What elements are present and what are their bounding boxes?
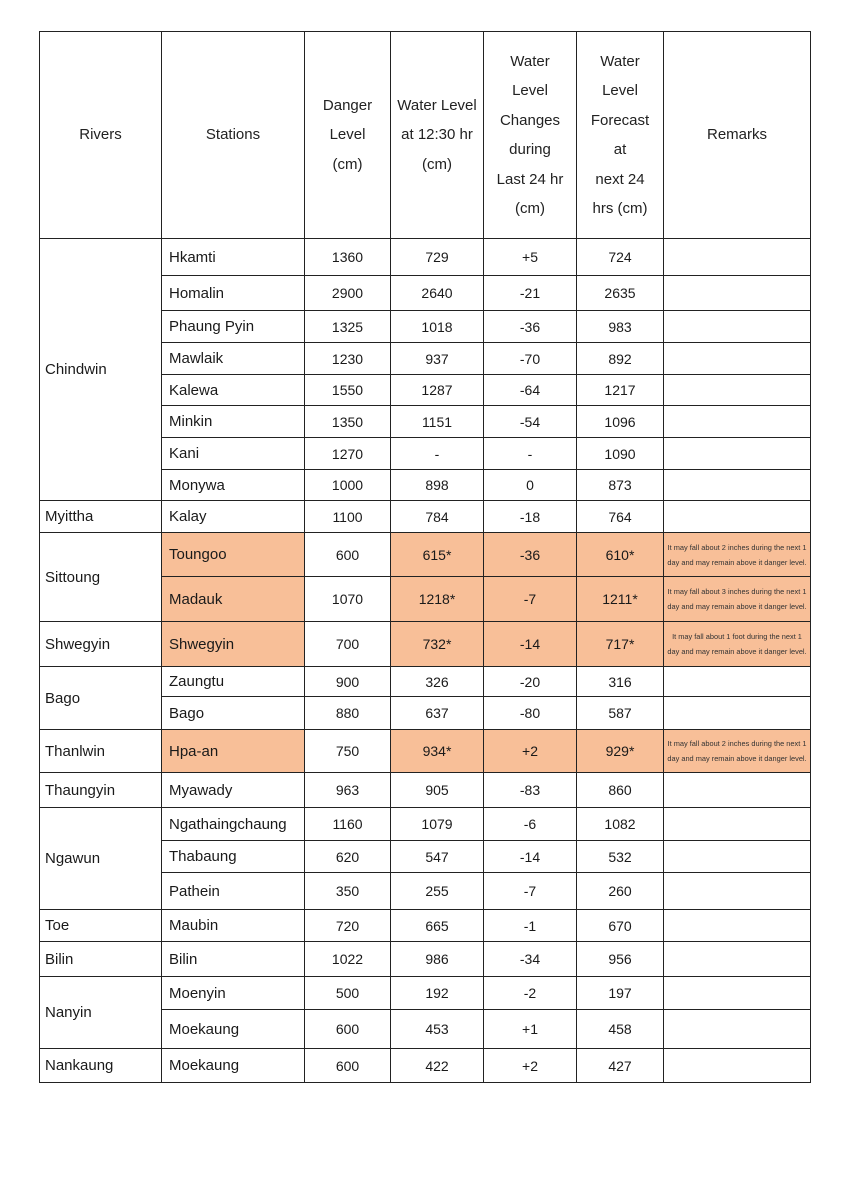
remarks-cell (664, 873, 811, 910)
river-cell: Thaungyin (40, 773, 162, 808)
station-cell: Hkamti (162, 239, 305, 276)
water-level-change-cell: -14 (484, 622, 577, 667)
header-row (40, 32, 811, 239)
station-cell: Bago (162, 697, 305, 730)
remarks-cell (664, 697, 811, 730)
remarks-cell (664, 501, 811, 533)
header-water-level-changes (484, 32, 577, 239)
river-cell: Shwegyin (40, 622, 162, 667)
river-cell: Bago (40, 667, 162, 730)
remarks-cell (664, 438, 811, 470)
table-body (40, 239, 811, 1083)
water-level-cell: 729 (391, 239, 484, 276)
remarks-cell (664, 910, 811, 942)
header-line: next 24 (595, 170, 645, 188)
water-level-cell: 665 (391, 910, 484, 942)
header-line: Remarks (706, 126, 767, 144)
water-level-cell: 255 (391, 873, 484, 910)
station-cell: Minkin (162, 406, 305, 438)
river-cell: Sittoung (40, 533, 162, 622)
water-level-forecast-cell: 458 (577, 1010, 664, 1049)
header-line: hrs (cm) (592, 200, 648, 217)
water-level-change-cell: +2 (484, 730, 577, 773)
station-cell: Phaung Pyin (162, 311, 305, 343)
water-level-cell: 1151 (391, 406, 484, 438)
remarks-cell (664, 1010, 811, 1049)
water-level-cell: 453 (391, 1010, 484, 1049)
water-level-change-cell: -18 (484, 501, 577, 533)
water-level-change-cell: -34 (484, 942, 577, 977)
remarks-cell (664, 977, 811, 1010)
danger-level-cell: 1000 (305, 470, 391, 501)
remarks-cell: It may fall about 3 inches during the next 1 day and may remain above it danger level. (664, 577, 811, 622)
header-line: Water (510, 52, 550, 70)
water-level-change-cell: -1 (484, 910, 577, 942)
water-level-table (39, 31, 811, 1083)
water-level-change-cell: -36 (484, 311, 577, 343)
header-remarks (664, 32, 811, 239)
station-cell: Pathein (162, 873, 305, 910)
danger-level-cell: 1230 (305, 343, 391, 375)
water-level-cell: 615* (391, 533, 484, 577)
table-row (40, 773, 811, 808)
remarks-cell (664, 808, 811, 841)
water-level-cell: 905 (391, 773, 484, 808)
water-level-cell: 898 (391, 470, 484, 501)
water-level-cell: 784 (391, 501, 484, 533)
danger-level-cell: 600 (305, 533, 391, 577)
water-level-change-cell: -36 (484, 533, 577, 577)
water-level-change-cell: -20 (484, 667, 577, 697)
station-cell: Thabaung (162, 841, 305, 873)
water-level-forecast-cell: 532 (577, 841, 664, 873)
header-line: Level (329, 126, 366, 144)
water-level-cell: 934* (391, 730, 484, 773)
remarks-cell (664, 841, 811, 873)
water-level-forecast-cell: 610* (577, 533, 664, 577)
remarks-cell (664, 311, 811, 343)
station-cell: Moekaung (162, 1049, 305, 1083)
water-level-cell: 732* (391, 622, 484, 667)
remarks-cell (664, 375, 811, 406)
water-level-change-cell: -83 (484, 773, 577, 808)
remarks-cell (664, 406, 811, 438)
remarks-cell (664, 343, 811, 375)
water-level-cell: 1287 (391, 375, 484, 406)
water-level-forecast-cell: 983 (577, 311, 664, 343)
water-level-forecast-cell: 860 (577, 773, 664, 808)
station-cell: Madauk (162, 577, 305, 622)
water-level-cell: 937 (391, 343, 484, 375)
water-level-forecast-cell: 670 (577, 910, 664, 942)
water-level-cell: 326 (391, 667, 484, 697)
header-line: Last 24 hr (496, 170, 564, 188)
header-line: (cm) (515, 200, 545, 217)
header-water-level (391, 32, 484, 239)
water-level-forecast-cell: 1211* (577, 577, 664, 622)
header-line: at (613, 141, 627, 158)
water-level-forecast-cell: 956 (577, 942, 664, 977)
table-row (40, 977, 811, 1010)
water-level-cell: 1218* (391, 577, 484, 622)
table-row (40, 533, 811, 577)
river-cell: Chindwin (40, 239, 162, 501)
station-cell: Myawady (162, 773, 305, 808)
water-level-forecast-cell: 587 (577, 697, 664, 730)
header-line: during (509, 141, 551, 158)
water-level-change-cell: -14 (484, 841, 577, 873)
table-row (40, 942, 811, 977)
station-cell: Bilin (162, 942, 305, 977)
water-level-forecast-cell: 427 (577, 1049, 664, 1083)
remarks-cell: It may fall about 1 foot during the next 1 day and may remain above it danger level. (664, 622, 811, 667)
station-cell: Ngathaingchaung (162, 808, 305, 841)
header-line: Level (602, 82, 638, 99)
water-level-cell: 1079 (391, 808, 484, 841)
danger-level-cell: 620 (305, 841, 391, 873)
water-level-forecast-cell: 1090 (577, 438, 664, 470)
table-row (40, 910, 811, 942)
water-level-change-cell: 0 (484, 470, 577, 501)
remarks-cell (664, 667, 811, 697)
water-level-change-cell: +2 (484, 1049, 577, 1083)
water-level-change-cell: -64 (484, 375, 577, 406)
station-cell: Mawlaik (162, 343, 305, 375)
header-line: (cm) (332, 155, 363, 173)
header-line: Changes (499, 111, 561, 129)
water-level-cell: 547 (391, 841, 484, 873)
water-level-change-cell: -54 (484, 406, 577, 438)
header-line: Danger (322, 96, 373, 114)
station-cell: Moekaung (162, 1010, 305, 1049)
water-level-forecast-cell: 260 (577, 873, 664, 910)
danger-level-cell: 1350 (305, 406, 391, 438)
remarks-cell (664, 1049, 811, 1083)
water-level-forecast-cell: 873 (577, 470, 664, 501)
header-stations (162, 32, 305, 239)
water-level-forecast-cell: 1217 (577, 375, 664, 406)
header-line: Water (600, 52, 640, 70)
water-level-cell: - (391, 438, 484, 470)
danger-level-cell: 1100 (305, 501, 391, 533)
danger-level-cell: 750 (305, 730, 391, 773)
water-level-forecast-cell: 2635 (577, 276, 664, 311)
river-cell: Toe (40, 910, 162, 942)
water-level-change-cell: -80 (484, 697, 577, 730)
water-level-forecast-cell: 197 (577, 977, 664, 1010)
water-level-change-cell: +5 (484, 239, 577, 276)
water-level-forecast-cell: 1096 (577, 406, 664, 438)
danger-level-cell: 1022 (305, 942, 391, 977)
remarks-cell (664, 942, 811, 977)
header-water-level-forecast (577, 32, 664, 239)
water-level-change-cell: -21 (484, 276, 577, 311)
water-level-forecast-cell: 892 (577, 343, 664, 375)
water-level-cell: 422 (391, 1049, 484, 1083)
water-level-change-cell: -7 (484, 577, 577, 622)
station-cell: Kalewa (162, 375, 305, 406)
river-cell: Thanlwin (40, 730, 162, 773)
table-row (40, 239, 811, 276)
table-row (40, 1049, 811, 1083)
danger-level-cell: 900 (305, 667, 391, 697)
water-level-forecast-cell: 764 (577, 501, 664, 533)
remarks-cell (664, 470, 811, 501)
table-row (40, 667, 811, 697)
header-danger-level (305, 32, 391, 239)
river-cell: Nanyin (40, 977, 162, 1049)
danger-level-cell: 1325 (305, 311, 391, 343)
water-level-cell: 192 (391, 977, 484, 1010)
water-level-forecast-cell: 316 (577, 667, 664, 697)
water-level-forecast-cell: 1082 (577, 808, 664, 841)
header-line: (cm) (422, 155, 452, 173)
danger-level-cell: 600 (305, 1010, 391, 1049)
danger-level-cell: 2900 (305, 276, 391, 311)
header-line: Forecast (590, 111, 650, 129)
remarks-cell: It may fall about 2 inches during the next 1 day and may remain above it danger level. (664, 730, 811, 773)
station-cell: Homalin (162, 276, 305, 311)
header-line: Rivers (79, 126, 122, 144)
water-level-cell: 1018 (391, 311, 484, 343)
station-cell: Maubin (162, 910, 305, 942)
remarks-cell (664, 239, 811, 276)
table-row (40, 730, 811, 773)
danger-level-cell: 1550 (305, 375, 391, 406)
station-cell: Kani (162, 438, 305, 470)
station-cell: Zaungtu (162, 667, 305, 697)
water-level-forecast-cell: 929* (577, 730, 664, 773)
water-level-change-cell: +1 (484, 1010, 577, 1049)
danger-level-cell: 1160 (305, 808, 391, 841)
water-level-cell: 986 (391, 942, 484, 977)
danger-level-cell: 1070 (305, 577, 391, 622)
water-level-change-cell: - (484, 438, 577, 470)
danger-level-cell: 880 (305, 697, 391, 730)
danger-level-cell: 600 (305, 1049, 391, 1083)
station-cell: Monywa (162, 470, 305, 501)
river-cell: Ngawun (40, 808, 162, 910)
danger-level-cell: 700 (305, 622, 391, 667)
water-level-cell: 2640 (391, 276, 484, 311)
remarks-cell (664, 773, 811, 808)
remarks-cell: It may fall about 2 inches during the next 1 day and may remain above it danger level. (664, 533, 811, 577)
river-cell: Myittha (40, 501, 162, 533)
water-level-cell: 637 (391, 697, 484, 730)
danger-level-cell: 963 (305, 773, 391, 808)
station-cell: Toungoo (162, 533, 305, 577)
water-level-change-cell: -6 (484, 808, 577, 841)
station-cell: Moenyin (162, 977, 305, 1010)
station-cell: Hpa-an (162, 730, 305, 773)
header-line: at 12:30 hr (401, 126, 473, 144)
danger-level-cell: 1360 (305, 239, 391, 276)
danger-level-cell: 1270 (305, 438, 391, 470)
water-level-change-cell: -7 (484, 873, 577, 910)
table-row (40, 622, 811, 667)
river-cell: Bilin (40, 942, 162, 977)
remarks-cell (664, 276, 811, 311)
header-line: Water Level (397, 96, 477, 114)
station-cell: Shwegyin (162, 622, 305, 667)
water-level-forecast-cell: 717* (577, 622, 664, 667)
water-level-change-cell: -70 (484, 343, 577, 375)
header-rivers (40, 32, 162, 239)
header-line: Stations (205, 126, 261, 144)
water-level-forecast-cell: 724 (577, 239, 664, 276)
header-line: Level (512, 82, 548, 99)
danger-level-cell: 720 (305, 910, 391, 942)
danger-level-cell: 350 (305, 873, 391, 910)
table-row (40, 808, 811, 841)
river-cell: Nankaung (40, 1049, 162, 1083)
danger-level-cell: 500 (305, 977, 391, 1010)
table-row (40, 501, 811, 533)
station-cell: Kalay (162, 501, 305, 533)
water-level-change-cell: -2 (484, 977, 577, 1010)
